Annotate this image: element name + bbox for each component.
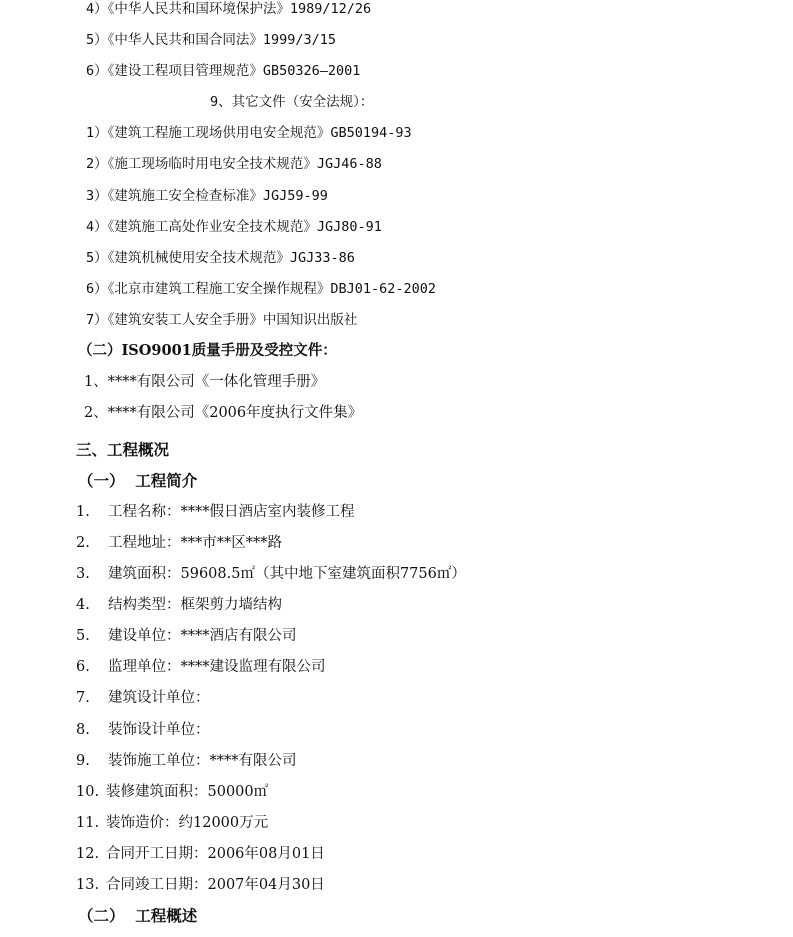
project-item-number: 10. — [76, 784, 100, 800]
project-item-number: 1. — [76, 504, 90, 520]
subsection-heading: （一） 工程简介 — [78, 471, 198, 490]
project-item — [76, 720, 210, 740]
project-item-text: 合同竣工日期：2007年04月30日 — [106, 877, 325, 893]
project-item-number: 13. — [76, 877, 100, 893]
project-item — [76, 813, 268, 833]
project-item-number: 5. — [76, 628, 90, 644]
safety-reg-item: 5）《建筑机械使用安全技术规范》JGJ33-86 — [86, 250, 355, 266]
project-item-text: 建筑设计单位： — [108, 690, 210, 706]
project-item-text: 装修建筑面积：50000㎡ — [106, 784, 269, 800]
project-item-number: 12. — [76, 846, 100, 862]
section-heading: 三、工程概况 — [76, 440, 170, 459]
project-item-text: 建设单位：****酒店有限公司 — [108, 628, 297, 644]
project-item-number: 8. — [76, 722, 90, 738]
safety-reg-item: 3）《建筑施工安全检查标准》JGJ59-99 — [86, 188, 328, 204]
project-item — [76, 502, 355, 522]
project-item — [76, 688, 210, 708]
other-docs-heading: 9、其它文件（安全法规）： — [210, 94, 374, 110]
law-item: 6）《建设工程项目管理规范》GB50326—2001 — [86, 63, 361, 79]
project-item-text: 建筑面积：59608.5㎡（其中地下室建筑面积7756㎡） — [108, 566, 466, 582]
safety-reg-item: 1）《建筑工程施工现场供用电安全规范》GB50194-93 — [86, 125, 412, 141]
project-item-number: 9. — [76, 753, 90, 769]
project-item-number: 7. — [76, 690, 90, 706]
project-item-number: 3. — [76, 566, 90, 582]
project-item-number: 2. — [76, 535, 90, 551]
safety-reg-item: 4）《建筑施工高处作业安全技术规范》JGJ80-91 — [86, 219, 382, 235]
safety-reg-item: 7）《建筑安装工人安全手册》中国知识出版社 — [86, 312, 358, 328]
project-item — [76, 782, 268, 802]
project-item-text: 装饰施工单位：****有限公司 — [108, 753, 297, 769]
iso-item: 2、****有限公司《2006年度执行文件集》 — [84, 405, 363, 421]
project-item — [76, 751, 297, 771]
project-item — [76, 564, 466, 584]
project-item-text: 装饰造价：约12000万元 — [106, 815, 269, 831]
project-item-number: 11. — [76, 815, 100, 831]
project-item-text: 装饰设计单位： — [108, 722, 210, 738]
safety-reg-item: 2）《施工现场临时用电安全技术规范》JGJ46-88 — [86, 156, 382, 172]
iso-heading: （二）ISO9001质量手册及受控文件： — [78, 342, 337, 359]
project-item-text: 合同开工日期：2006年08月01日 — [106, 846, 325, 862]
law-item: 4）《中华人民共和国环境保护法》1989/12/26 — [86, 1, 372, 17]
project-item — [76, 657, 326, 677]
safety-reg-item: 6）《北京市建筑工程施工安全操作规程》DBJ01-62-2002 — [86, 281, 437, 297]
project-item-text: 工程地址：***市**区***路 — [108, 535, 282, 551]
project-item — [76, 595, 282, 615]
law-item: 5）《中华人民共和国合同法》1999/3/15 — [86, 32, 337, 48]
project-item-number: 6. — [76, 659, 90, 675]
project-item — [76, 626, 297, 646]
project-item-text: 工程名称：****假日酒店室内装修工程 — [108, 504, 355, 520]
project-item — [76, 533, 282, 553]
project-item-text: 结构类型：框架剪力墙结构 — [108, 597, 282, 613]
project-item-text: 监理单位：****建设监理有限公司 — [108, 659, 326, 675]
iso-item: 1、****有限公司《一体化管理手册》 — [84, 374, 326, 390]
project-item — [76, 844, 325, 864]
subsection-heading: （二） 工程概述 — [78, 906, 198, 925]
project-item-number: 4. — [76, 597, 90, 613]
project-item — [76, 875, 325, 895]
